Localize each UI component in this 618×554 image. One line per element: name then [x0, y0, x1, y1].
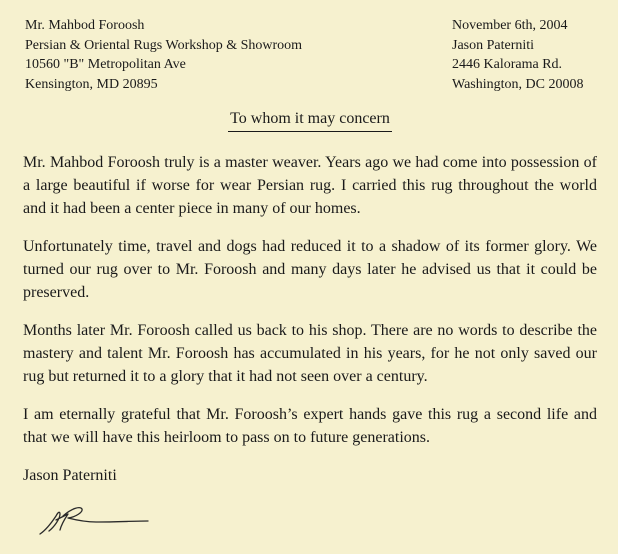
sender-company: Persian & Oriental Rugs Workshop & Showroom — [25, 37, 303, 53]
sender-street: 10560 "B" Metropolitan Ave — [25, 57, 186, 72]
letter-body — [23, 151, 597, 502]
paragraph-1: Mr. Mahbod Foroosh truly is a master weaver. Years ago we had come into possession of a large beautiful if worse for wear Persian rug. I carried this rug throughout the world and it had been a center piece in many of our homes. — [23, 154, 597, 217]
sender-city: Kensington, MD 20895 — [25, 76, 158, 92]
salutation-heading — [0, 110, 618, 132]
letter-date: November 6th, 2004 — [452, 18, 568, 33]
paragraph-2: Unfortunately time, travel and dogs had reduced it to a shadow of its former glory. We turned our rug over to Mr. Foroosh and many days later he advised us that it could be preserved. — [23, 238, 597, 301]
paragraph-3: Months later Mr. Foroosh called us back to his shop. There are no words to describe the mastery and talent Mr. Foroosh has accumulated in his years, for he not only saved our rug but returned it to a glory that it had not seen over a century. — [23, 322, 597, 385]
sender-name: Mr. Mahbod Foroosh — [25, 18, 145, 33]
recipient-name: Jason Paterniti — [452, 37, 535, 53]
recipient-city: Washington, DC 20008 — [452, 76, 584, 92]
signer-name: Jason Paterniti — [23, 467, 117, 484]
salutation-text: To whom it may concern — [228, 110, 392, 132]
sender-address — [25, 16, 302, 94]
recipient-street: 2446 Kalorama Rd. — [452, 57, 563, 72]
paragraph-4: I am eternally grateful that Mr. Foroosh’s expert hands gave this rug a second life and that we will have this heirloom to pass on to future generations. — [23, 406, 597, 446]
handwritten-signature — [36, 500, 156, 540]
recipient-address — [452, 16, 583, 94]
